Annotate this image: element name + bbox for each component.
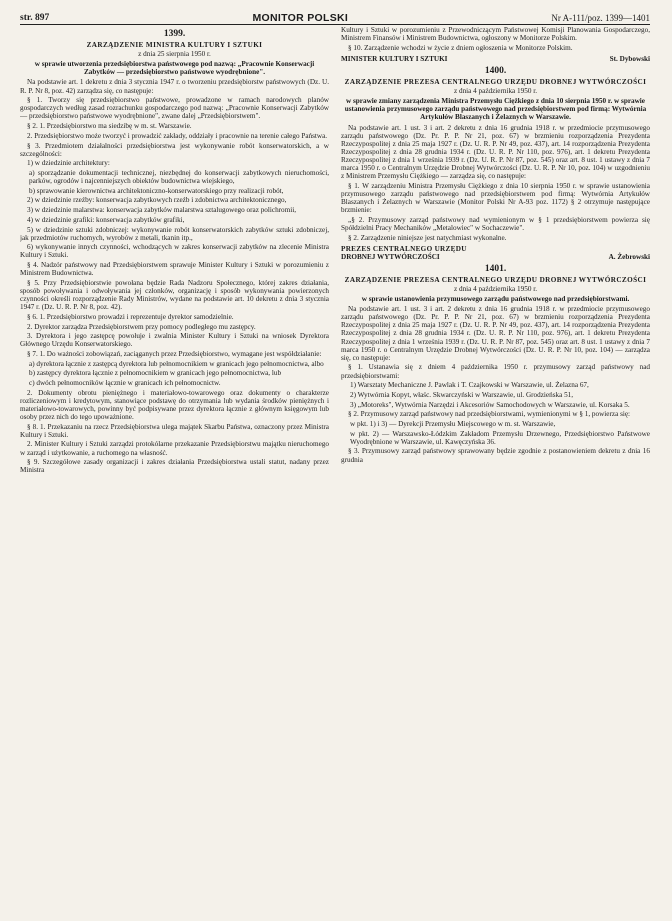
- paragraph: 2. Dokumenty obrotu pieniężnego i materiałowo-towarowego oraz dokumenty o charakterze rozliczeniowym i kredytowym, stanowiące podstawę do otrzymania lub wydania środków pieniężnych i materiałowo-towarowych, powinny być podpisywane przez dyrektora łącznie z głównym księgowym lub osoby przez nich do tego upoważnione.: [20, 388, 329, 421]
- signature: [341, 55, 650, 63]
- right-column: [341, 26, 650, 917]
- paragraph: 4) w dziedzinie grafiki: konserwacja zabytków grafiki,: [27, 215, 185, 224]
- document-date: z dnia 4 października 1950 r.: [453, 87, 538, 96]
- document-subject: w sprawie ustanowienia przymusowego zarządu państwowego nad przedsiębiorstwami.: [361, 294, 630, 303]
- document-body: [341, 305, 650, 463]
- paragraph: § 3. Przedmiotem działalności przedsiębiorstwa jest wykonywanie robót konserwatorskich, a w szczególności:: [20, 141, 329, 158]
- document-title: ZARZĄDZENIE MINISTRA KULTURY I SZTUKI: [86, 41, 263, 50]
- document-body-continued: [341, 26, 650, 52]
- paragraph: § 1. Ustanawia się z dniem 4 października 1950 r. przymusowy zarząd państwowy nad przedsiębiorstwami:: [341, 363, 650, 380]
- page-number: str. 897: [20, 12, 50, 23]
- paragraph: 2) w dziedzinie rzeźby: konserwacja zabytkowych rzeźb i zdobnictwa architektonicznego,: [27, 196, 287, 205]
- paragraph: § 3. Przymusowy zarząd państwowy sprawowany będzie zgodnie z postanowieniem dekretu z dnia 16 grudnia: [341, 447, 650, 464]
- paragraph: b) sprawowanie kierownictwa architektoniczno-konserwatorskiego przy realizacji robót,: [29, 186, 284, 195]
- paragraph: § 4. Nadzór państwowy nad Przedsiębiorstwem sprawuje Minister Kultury i Sztuki w porozumieniu z Ministrem Budownictwa.: [20, 261, 329, 278]
- paragraph: § 2. 1. Przedsiębiorstwo ma siedzibę w m. st. Warszawie.: [27, 122, 192, 131]
- paragraph: § 8. 1. Przekazaniu na rzecz Przedsiębiorstwa ulega majątek Skarbu Państwa, oznaczony przez Ministra Kultury i Sztuki.: [20, 422, 329, 439]
- document-number: 1401.: [484, 263, 507, 274]
- document-body: [20, 78, 329, 474]
- document-title: ZARZĄDZENIE PREZESA CENTRALNEGO URZĘDU DROBNEJ WYTWÓRCZOŚCI: [344, 78, 647, 87]
- paragraph: Na podstawie art. 1 dekretu z dnia 3 stycznia 1947 r. o tworzeniu przedsiębiorstw państwowych (Dz. U. R. P. Nr 8, poz. 42) zarządza się, co następuje:: [20, 78, 329, 95]
- paragraph: c) dwóch pełnomocników łącznie w granicach ich pełnomocnictw.: [29, 379, 221, 388]
- page-columns: [20, 26, 650, 917]
- paragraph: „§ 2. Przymusowy zarząd państwowy nad wymienionym w § 1 przedsiębiorstwem powierza się Spółdzielni Pracy Mechaników „Metalowiec" w Sochaczewie".: [341, 215, 650, 232]
- signature-name: A. Żebrowski: [608, 252, 650, 261]
- paragraph: Kultury i Sztuki w porozumieniu z Przewodniczącym Państwowej Komisji Planowania Gospodarczego, Ministrem Finansów i Ministrem Budownictwa, ogłoszony w Monitorze Polskim.: [341, 26, 650, 43]
- signature-title: MINISTER KULTURY I SZTUKI: [341, 54, 448, 63]
- paragraph: 1) w dziedzinie architektury:: [27, 159, 110, 168]
- document-title: ZARZĄDZENIE PREZESA CENTRALNEGO URZĘDU DROBNEJ WYTWÓRCZOŚCI: [344, 275, 647, 284]
- paragraph: 6) wykonywanie innych czynności, wchodzących w zakres konserwacji zabytków na zlecenie Ministra Kultury i Sztuki.: [20, 243, 329, 260]
- paragraph: 1) Warsztaty Mechaniczne J. Pawlak i T. Czajkowski w Warszawie, ul. Żelazna 67,: [350, 381, 589, 390]
- paragraph: § 2. Przymusowy zarząd państwowy nad przedsiębiorstwami, wymienionymi w § 1, powierza się:: [348, 410, 631, 419]
- paragraph: 2. Dyrektor zarządza Przedsiębiorstwem przy pomocy podległego mu zastępcy.: [27, 322, 256, 331]
- paragraph: § 1. W zarządzeniu Ministra Przemysłu Ciężkiego z dnia 10 sierpnia 1950 r. w sprawie ustanowienia przymusowego zarządu państwowego nad przedsiębiorstwem pod firmą: Wytwórnia Artykułów Blaszanych i Żelaznych w Warszawie (Monitor Polski Nr A-93 poz. 1172) § 2 otrzymuje następujące brzmienie:: [341, 181, 650, 215]
- document-number: 1400.: [484, 65, 507, 76]
- paragraph: Na podstawie art. 1 ust. 3 i art. 2 dekretu z dnia 16 grudnia 1918 r. w przedmiocie przymusowego zarządu państwowego (Dz. Pr. P. P. Nr 21, poz. 67) w brzmieniu rozporządzenia Prezydenta Rzeczypospolitej z dnia 25 maja 1927 r. (Dz. U. R. P. Nr 49, poz. 437), art. 14 rozporządzenia Prezydenta Rzeczypospolitej z dnia 28 grudnia 1934 r. (Dz. U. R. P. Nr 110, poz. 976), art. 1 dekretu Prezydenta Rzeczypospolitej z dnia 1 września 1939 r. (Dz. U. R. P. Nr 87, poz. 545) oraz art. 8 ust. 1 ustawy z dnia 7 marca 1950 r. o Centralnym Urzędzie Drobnej Wytwórczości (Dz. U. R. P. Nr 10, poz. 104) — zarządza się, co następuje:: [341, 305, 650, 362]
- journal-title: MONITOR POLSKI: [252, 11, 349, 24]
- paragraph: § 7. 1. Do ważności zobowiązań, zaciąganych przez Przedsiębiorstwo, wymagane jest współdziałanie:: [27, 349, 322, 358]
- document-date: z dnia 4 października 1950 r.: [453, 285, 538, 293]
- paragraph: § 2. Zarządzenie niniejsze jest natychmiast wykonalne.: [348, 233, 507, 242]
- signature-title: PREZES CENTRALNEGO URZĘDU: [341, 244, 467, 253]
- paragraph: § 5. Przy Przedsiębiorstwie powołana będzie Rada Nadzoru Społecznego, której zakres działania, sposób powoływania i odwoływania jej członków, organizację i sposób wykonywania powierzonych czynności określi rozporządzenie Rady Ministrów, wydane na podstawie art. 10 dekretu z dnia 3 stycznia 1947 r. (Dz. U. R. P. Nr 8, poz. 42).: [20, 278, 329, 312]
- document-body: [341, 124, 650, 242]
- paragraph: b) zastępcy dyrektora łącznie z pełnomocnikiem w granicach jego pełnomocnictwa, lub: [29, 369, 282, 378]
- document-subject: w sprawie utworzenia przedsiębiorstwa państwowego pod nazwą: „Pracownie Konserwacji Zabytków — przedsiębiorstwo państwowe wyodrębnione".: [34, 59, 315, 76]
- paragraph: 2. Przedsiębiorstwo może tworzyć i prowadzić zakłady, oddziały i pracownie na terenie całego Państwa.: [27, 131, 328, 140]
- paragraph: a) dyrektora łącznie z zastępcą dyrektora lub pełnomocnikiem w granicach jego pełnomocnictwa, albo: [29, 359, 324, 368]
- paragraph: a) sporządzanie dokumentacji technicznej, niezbędnej do konserwacji zabytkowych nieruchomości, parków, ogrodów i najcenniejszych obiektów budownictwa wiejskiego,: [29, 168, 329, 186]
- left-column: [20, 26, 329, 917]
- paragraph: 2. Minister Kultury i Sztuki zarządzi protokólarne przekazanie Przedsiębiorstwu majątku nieruchomego w zarząd i użytkowanie, a ruchomego na własność.: [20, 440, 329, 457]
- paragraph: 5) w dziedzinie sztuki zdobniczej: wykonywanie robót konserwatorskich zabytków sztuki zdobniczej, jak przedmiotów ruchomych, wyrobów z metali, tkanin itp.,: [20, 225, 329, 242]
- paragraph: § 1. Tworzy się przedsiębiorstwo państwowe, prowadzone w ramach narodowych planów gospodarczych według zasad rozrachunku gospodarczego pod nazwą: „Pracownie Konserwacji Zabytków — przedsiębiorstwo państwowe wyodrębnione", zwane dalej „Przedsiębiorstwem".: [20, 96, 329, 121]
- signature: [341, 245, 650, 261]
- signature-title: DROBNEJ WYTWÓRCZOŚCI: [341, 252, 440, 261]
- paragraph: 3) w dziedzinie malarstwa: konserwacja zabytków malarstwa sztalugowego oraz polichromii,: [27, 206, 297, 215]
- signature-name: St. Dybowski: [609, 54, 650, 63]
- paragraph: § 6. 1. Przedsiębiorstwo prowadzi i reprezentuje dyrektor samodzielnie.: [27, 312, 234, 321]
- page-header: [20, 6, 650, 25]
- document-date: z dnia 25 sierpnia 1950 r.: [138, 50, 211, 59]
- paragraph: 3. Dyrektora i jego zastępcę powołuje i zwalnia Minister Kultury i Sztuki na wniosek Dyrektora Głównego Urzędu Konserwatorskiego.: [20, 332, 329, 349]
- paragraph: w pkt. 1) i 3) — Dyrekcji Przemysłu Miejscowego w m. st. Warszawie,: [350, 419, 556, 428]
- paragraph: Na podstawie art. 1 ust. 3 i art. 2 dekretu z dnia 16 grudnia 1918 r. w przedmiocie przymusowego zarządu państwowego (Dz. Pr. P. P. Nr 21, poz. 67) w brzmieniu rozporządzenia Prezydenta Rzeczypospolitej z dnia 25 maja 1927 r. (Dz. U. R. P. Nr 49, poz. 437), art. 14 rozporządzenia Prezydenta Rzeczypospolitej z dnia 28 grudnia 1934 r. (Dz. U. R. P. Nr 110, poz. 976), art. 1 dekretu Prezydenta Rzeczypospolitej z dnia 1 września 1939 r. (Dz. U. R. P. Nr 87, poz. 545) oraz art. 8 ust. 1 ustawy z dnia 7 marca 1950 r. o Centralnym Urzędzie Drobnej Wytwórczości (Dz. U. R. P. Nr 10, poz. 104) w uzgodnieniu z Ministrem Przemysłu Ciężkiego — zarządza się, co następuje:: [341, 123, 650, 181]
- paragraph: § 10. Zarządzenie wchodzi w życie z dniem ogłoszenia w Monitorze Polskim.: [348, 43, 573, 52]
- document-subject: w sprawie zmiany zarządzenia Ministra Przemysłu Ciężkiego z dnia 10 sierpnia 1950 r. w sprawie ustanowienia przymusowego zarządu państwowego nad przedsiębiorstwem pod firmą: Wytwórnia Artykułów Blaszanych i Żelaznych w Warszawie.: [344, 96, 647, 121]
- paragraph: w pkt. 2) — Warszawsko-Łódzkim Zakładom Przemysłu Drzewnego, Przedsiębiorstwo Państwowe Wyodrębnione w Warszawie, ul. Kawęczyńska 36.: [350, 429, 650, 446]
- paragraph: 2) Wytwórnia Kopyt, właśc. Skwarczyński w Warszawie, ul. Grodzieńska 51,: [350, 390, 574, 399]
- document-number: 1399.: [163, 29, 186, 39]
- paragraph: § 9. Szczegółowe zasady organizacji i zakres działania Przedsiębiorstwa ustali statut, nadany przez Ministra: [20, 458, 329, 475]
- paragraph: 3) „Motoreks", Wytwórnia Narzędzi i Akcesoriów Samochodowych w Warszawie, ul. Korsaka 5.: [350, 400, 630, 409]
- issue-reference: Nr A-111/poz. 1399—1401: [551, 12, 650, 23]
